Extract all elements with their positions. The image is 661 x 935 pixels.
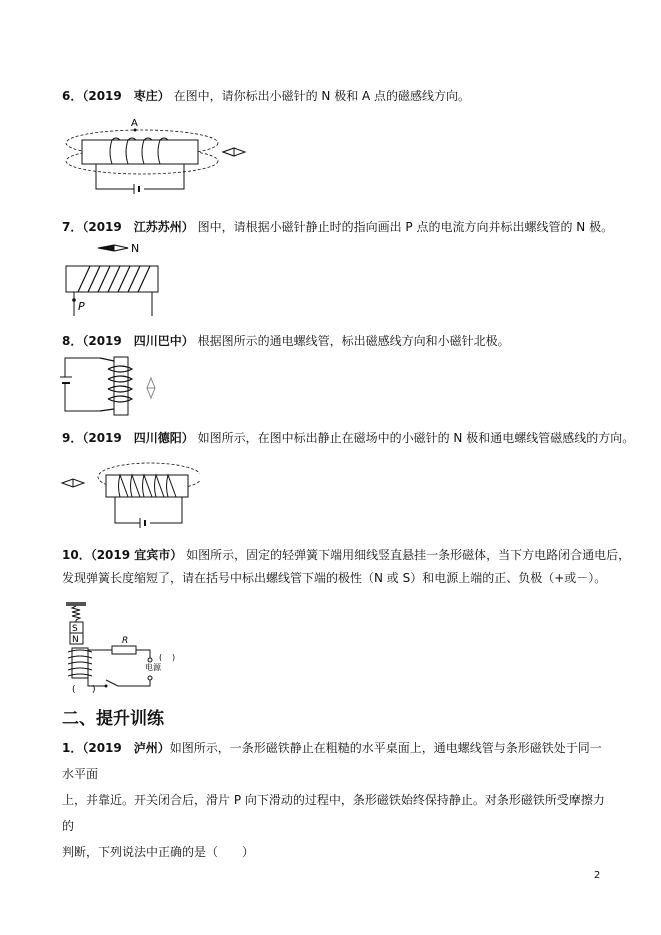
q8-number: 8． (62, 334, 83, 348)
q10-source: （2019 宜宾市） (90, 548, 183, 562)
q7-label-p: P (78, 300, 85, 313)
q10-line1: 如图所示，固定的轻弹簧下端用细线竖直悬挂一条形磁体，当下方电路闭合通电后， (186, 548, 631, 562)
q10-text-line2: 发现弹簧长度缩短了，请在括号中标出螺线管下端的极性（N 或 S）和电源上端的正、负极（+或－）。 (62, 571, 607, 585)
q7-figure (60, 240, 170, 320)
q6-label-a: A (131, 118, 138, 129)
q7-body: 图中，请根据小磁针静止时的指向画出 P 点的电流方向并标出螺线管的 N 极。 (197, 220, 614, 234)
q10-figure (62, 600, 182, 695)
q10-resistor (112, 646, 136, 654)
q6-number: 6． (62, 89, 83, 103)
section-title: 二、提升训练 (62, 709, 164, 729)
p1-line3: 判断，下列说法中正确的是（ ） (62, 845, 255, 859)
q6-source: （2019 枣庄） (82, 89, 170, 103)
q7-source: （2019 江苏苏州） (82, 220, 194, 234)
q10-label-n: N (72, 635, 79, 645)
q8-text (62, 333, 510, 349)
q6-solenoid (82, 140, 198, 164)
q9-figure (60, 455, 200, 530)
q9-body: 如图所示，在图中标出静止在磁场中的小磁针的 N 极和通电螺线管磁感线的方向。 (197, 431, 635, 445)
p1-text (62, 735, 607, 865)
q9-source: （2019 四川德阳） (82, 431, 194, 445)
q8-source: （2019 四川巴中） (82, 334, 194, 348)
q8-body: 根据图所示的通电螺线管，标出磁感线方向和小磁针北极。 (197, 334, 510, 348)
q10-label-s: S (72, 624, 78, 634)
q8-figure (60, 353, 160, 418)
q7-number: 7． (62, 220, 83, 234)
q10-number: 10． (62, 548, 91, 562)
q10-paren-bottom-right: ) (92, 685, 96, 695)
q10-label-power: 电源 (145, 663, 161, 672)
q9-text (62, 430, 634, 446)
p1-number: 1． (62, 741, 83, 755)
page-number: 2 (594, 870, 601, 881)
q10-paren-right-top-close: ) (172, 653, 176, 662)
q6-text (62, 88, 470, 104)
q10-paren-bottom-left: ( (72, 685, 76, 695)
q10-label-r: R (122, 636, 129, 646)
q6-figure (60, 115, 255, 200)
q9-number: 9． (62, 431, 83, 445)
q10-paren-right-top-open: ( (159, 653, 163, 662)
q10-text (62, 547, 630, 563)
q7-label-n: N (131, 242, 140, 255)
p1-line1: 如图所示，一条形磁铁静止在粗糙的水平桌面上，通电螺线管与条形磁铁处于同一水平面 (62, 741, 602, 781)
q6-body: 在图中，请你标出小磁针的 N 极和 A 点的磁感线方向。 (173, 89, 471, 103)
q7-text (62, 219, 613, 235)
p1-source: （2019 泸州） (82, 741, 170, 755)
p1-line2: 上，并靠近。开关闭合后，滑片 P 向下滑动的过程中，条形磁铁始终保持静止。对条形磁铁所受摩擦力的 (62, 793, 605, 833)
p1-line1-row (62, 735, 607, 787)
